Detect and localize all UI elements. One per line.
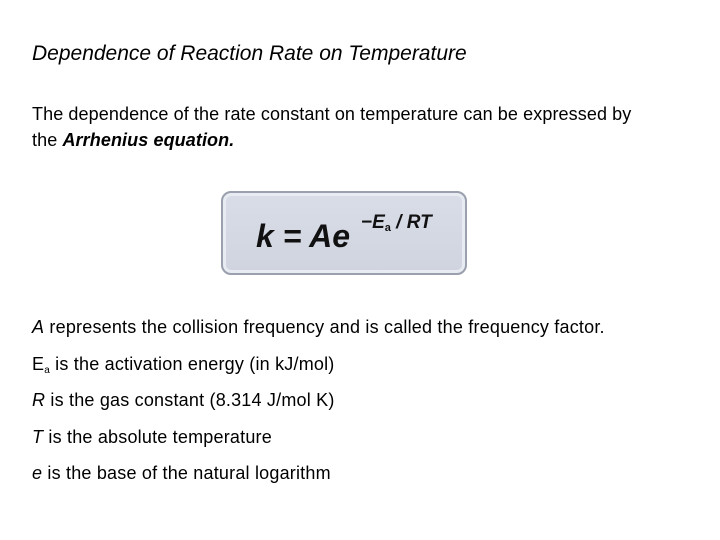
definition-symbol: E (32, 353, 45, 374)
definition-text: is the base of the natural logarithm (42, 463, 331, 483)
definition-symbol: A (32, 317, 45, 337)
definition-item (32, 354, 605, 391)
definition-symbol: T (32, 426, 44, 447)
arrhenius-term: Arrhenius equation. (62, 130, 235, 150)
intro-line-2-prefix: the (32, 130, 63, 150)
arrhenius-equation (256, 212, 432, 255)
definitions-list (32, 317, 605, 500)
definition-item (32, 317, 605, 354)
definition-text: is the activation energy (in kJ/mol) (49, 353, 335, 374)
definition-item (32, 427, 605, 464)
definition-symbol: e (32, 463, 43, 483)
intro-paragraph (32, 101, 702, 153)
definition-text: is the gas constant (8.314 J/mol K) (45, 390, 335, 410)
definition-item (32, 463, 605, 500)
equation-exponent (361, 212, 432, 234)
definition-item (32, 390, 605, 427)
definition-subscript: a (44, 364, 50, 376)
intro-line-1: The dependence of the rate constant on temperature can be expressed by (32, 104, 632, 124)
equation-base: k = Ae (256, 218, 350, 254)
exponent-suffix: / RT (390, 212, 432, 233)
exponent-subscript: a (384, 222, 391, 234)
definition-symbol: R (32, 390, 46, 410)
exponent-prefix: −E (361, 212, 385, 233)
slide-title: Dependence of Reaction Rate on Temperature (32, 42, 467, 65)
definition-text: represents the collision frequency and is called the frequency factor. (44, 317, 605, 337)
intro-line-2 (32, 127, 702, 153)
definition-text: is the absolute temperature (43, 426, 272, 447)
